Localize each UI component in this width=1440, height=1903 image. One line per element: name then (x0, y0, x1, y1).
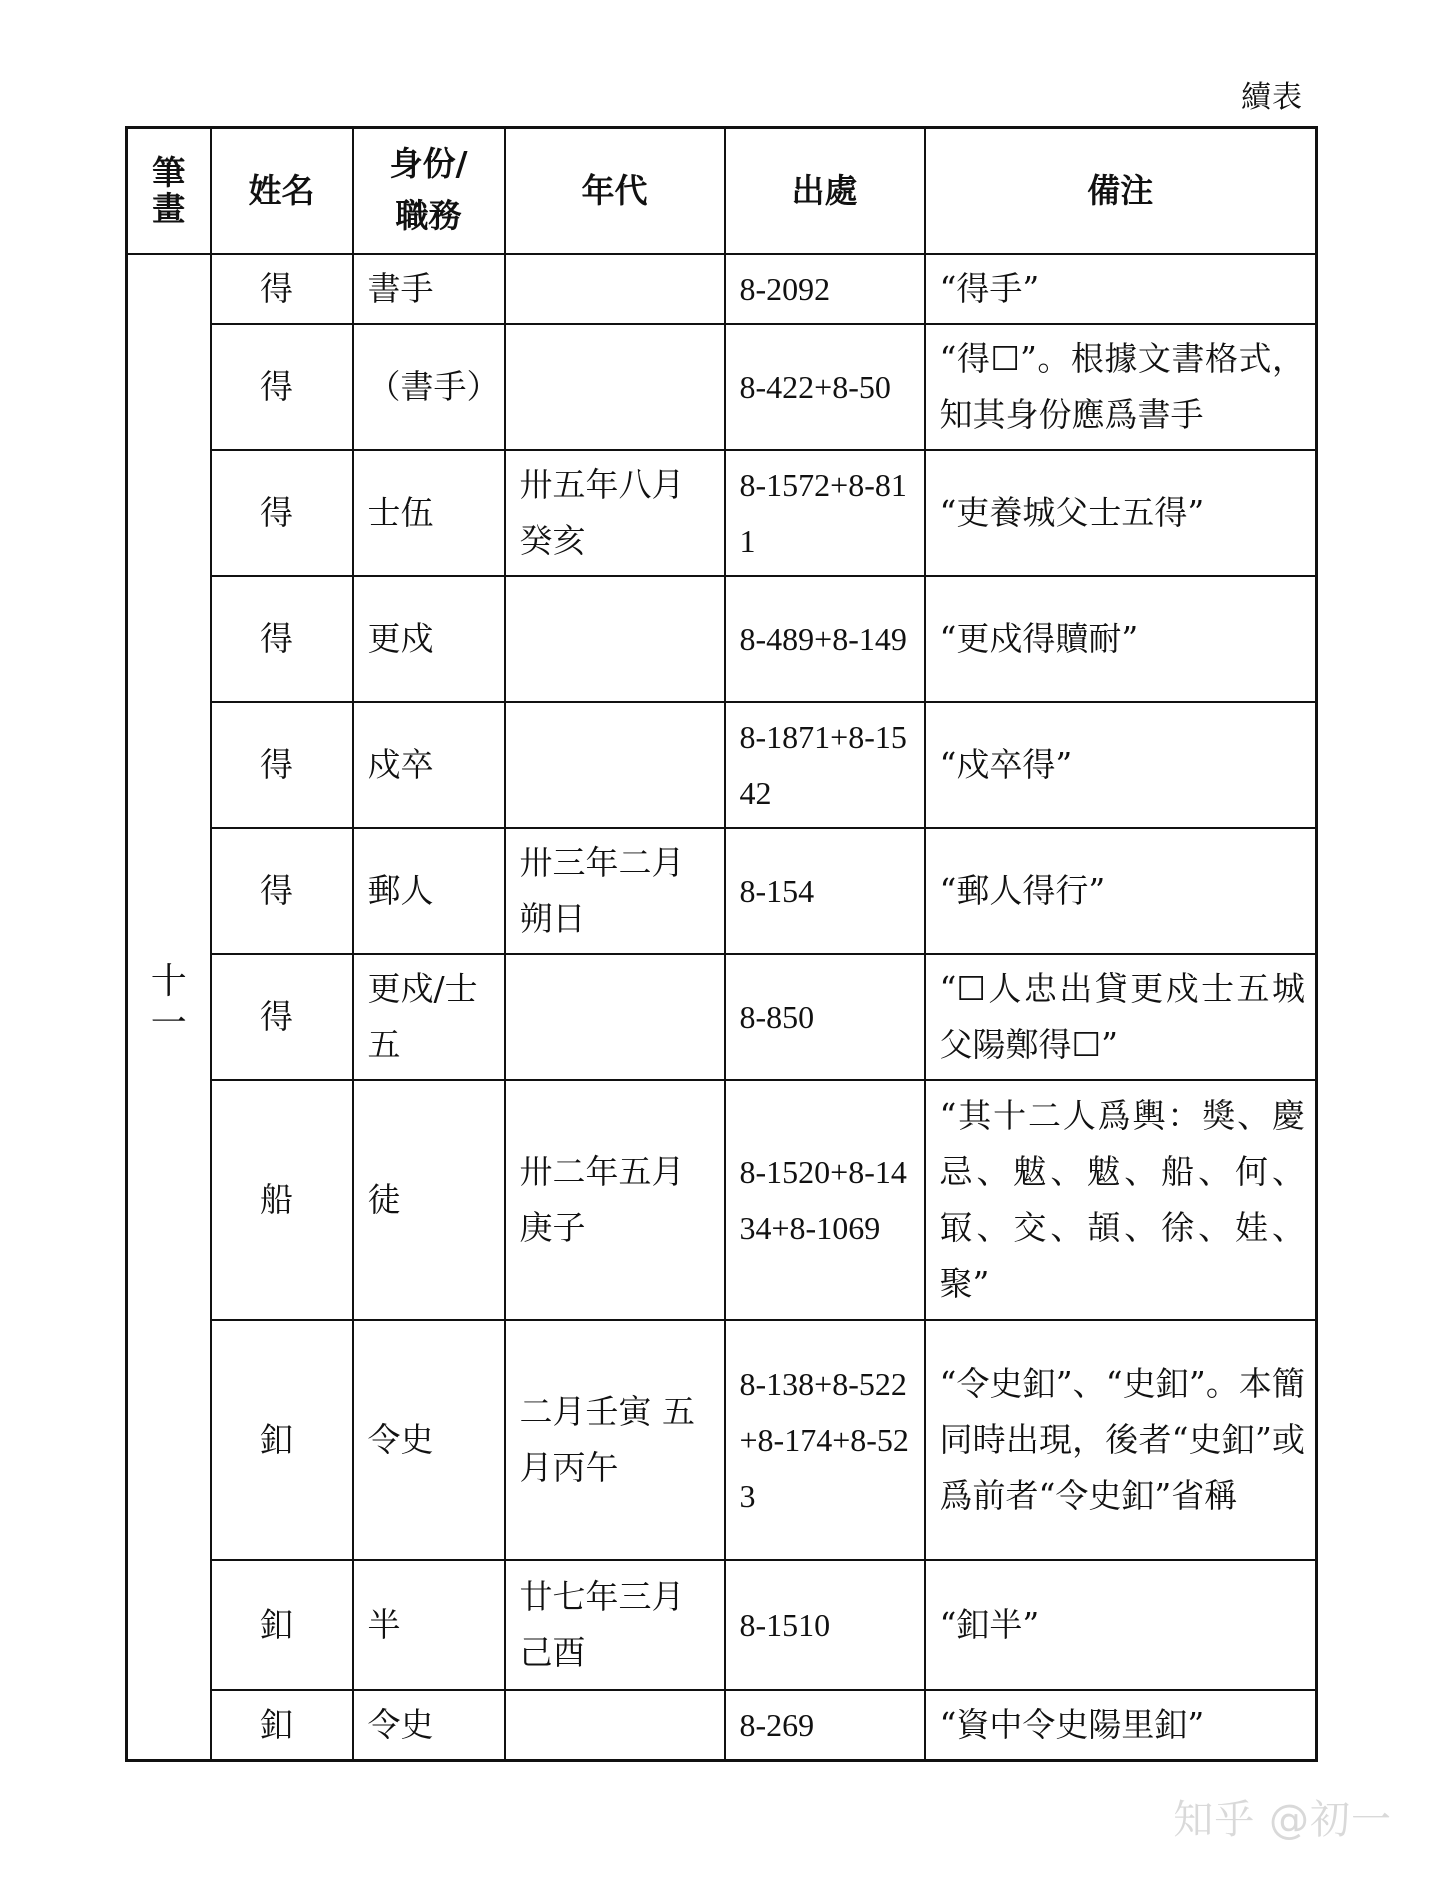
row-name: 得 (211, 954, 353, 1080)
row-name: 釦 (211, 1690, 353, 1760)
row-note: “郵人得行” (925, 828, 1317, 954)
continued-table-label: 續表 (1241, 80, 1303, 115)
table-row (127, 324, 1317, 450)
row-source: 8-1572+8-811 (725, 450, 925, 576)
records-table (125, 126, 1318, 1762)
row-note: “更戍得贖耐” (925, 576, 1317, 702)
stroke-group-cell: 十一 (127, 254, 211, 1760)
header-note: 備注 (925, 128, 1317, 255)
row-name: 得 (211, 324, 353, 450)
row-role: 半 (353, 1560, 505, 1690)
row-source: 8-2092 (725, 254, 925, 324)
header-role: 身份/職務 (353, 128, 505, 255)
row-name: 得 (211, 576, 353, 702)
table-row (127, 1690, 1317, 1760)
table-row (127, 828, 1317, 954)
row-role: 令史 (353, 1320, 505, 1560)
row-date: 卅三年二月朔日 (505, 828, 725, 954)
row-date: 卅二年五月庚子 (505, 1080, 725, 1320)
table-row (127, 1560, 1317, 1690)
header-date: 年代 (505, 128, 725, 255)
row-note: “得☐”。根據文書格式，知其身份應爲書手 (925, 324, 1317, 450)
row-name: 得 (211, 702, 353, 828)
row-note: “吏養城父士五得” (925, 450, 1317, 576)
row-source: 8-1510 (725, 1560, 925, 1690)
row-role: 更戍 (353, 576, 505, 702)
row-source: 8-138+8-522+8-174+8-523 (725, 1320, 925, 1560)
table-row (127, 254, 1317, 324)
row-note: “令史釦”、“史釦”。本簡同時出現，後者“史釦”或爲前者“令史釦”省稱 (925, 1320, 1317, 1560)
watermark: 知乎 @初一 (1173, 1797, 1392, 1843)
row-role: 士伍 (353, 450, 505, 576)
table-row (127, 450, 1317, 576)
row-note: “得手” (925, 254, 1317, 324)
row-role: 徒 (353, 1080, 505, 1320)
row-note: “其十二人爲輿：獎、慶忌、魃、魃、船、何、冣、交、頡、徐、娃、聚” (925, 1080, 1317, 1320)
row-source: 8-850 (725, 954, 925, 1080)
row-note: “☐人忠出貸更戍士五城父陽鄭得☐” (925, 954, 1317, 1080)
row-date (505, 954, 725, 1080)
row-date (505, 702, 725, 828)
row-name: 船 (211, 1080, 353, 1320)
row-source: 8-489+8-149 (725, 576, 925, 702)
row-note: “資中令史陽里釦” (925, 1690, 1317, 1760)
row-date: 廿七年三月己酉 (505, 1560, 725, 1690)
row-source: 8-1520+8-1434+8-1069 (725, 1080, 925, 1320)
row-date (505, 576, 725, 702)
table-row (127, 1320, 1317, 1560)
row-name: 釦 (211, 1560, 353, 1690)
row-role: （書手） (353, 324, 505, 450)
row-date (505, 324, 725, 450)
row-role: 郵人 (353, 828, 505, 954)
table-row (127, 1080, 1317, 1320)
header-source: 出處 (725, 128, 925, 255)
table-header-row (127, 128, 1317, 255)
row-role: 書手 (353, 254, 505, 324)
table-row (127, 954, 1317, 1080)
records-table-wrapper (125, 126, 1315, 1762)
row-note: “釦半” (925, 1560, 1317, 1690)
header-stroke: 筆畫 (127, 128, 211, 255)
row-source: 8-422+8-50 (725, 324, 925, 450)
row-source: 8-154 (725, 828, 925, 954)
row-role: 令史 (353, 1690, 505, 1760)
row-name: 得 (211, 828, 353, 954)
table-row (127, 576, 1317, 702)
row-date: 二月壬寅 五月丙午 (505, 1320, 725, 1560)
row-date (505, 254, 725, 324)
row-note: “戍卒得” (925, 702, 1317, 828)
row-date: 卅五年八月癸亥 (505, 450, 725, 576)
row-name: 得 (211, 254, 353, 324)
row-source: 8-1871+8-1542 (725, 702, 925, 828)
row-name: 釦 (211, 1320, 353, 1560)
table-row (127, 702, 1317, 828)
row-name: 得 (211, 450, 353, 576)
header-name: 姓名 (211, 128, 353, 255)
row-date (505, 1690, 725, 1760)
row-role: 戍卒 (353, 702, 505, 828)
row-source: 8-269 (725, 1690, 925, 1760)
row-role: 更戍/士五 (353, 954, 505, 1080)
